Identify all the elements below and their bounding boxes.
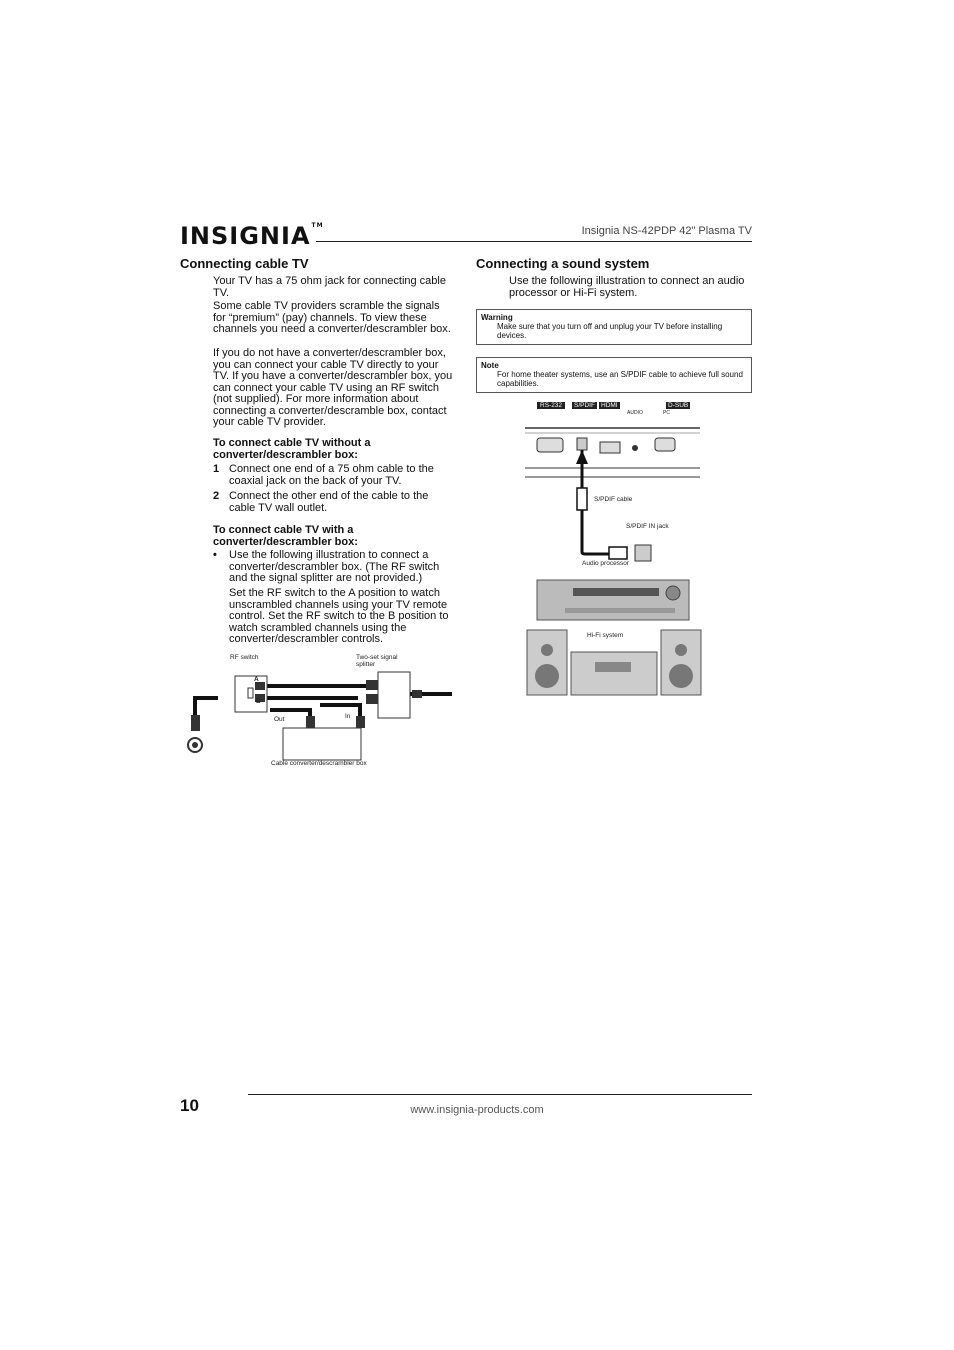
cable-p3: If you do not have a converter/descrambler box, you can connect your cable TV directly to your TV. If you have a converter/descrambler box, you can connect your cable TV using an RF switch (not supplied). For more information about connecting a converter/descramble box, contact your cable TV provider. (213, 347, 453, 428)
label-rf-switch: RF switch (230, 654, 259, 661)
label-splitter: Two-set signal splitter (356, 654, 398, 668)
sound-diagram-svg (525, 400, 705, 700)
port-rs232: RS-232 (537, 402, 565, 409)
label-hifi-system: Hi-Fi system (587, 632, 624, 639)
sound-intro: Use the following illustration to connect an audio processor or Hi-Fi system. (509, 275, 745, 299)
label-a: A (254, 676, 259, 683)
bullet-continuation: Set the RF switch to the A position to watch unscrambled channels using your TV remote control. Set the RF switch to the B position to watch scrambled channels using the converter/descrambler controls. (229, 587, 449, 645)
step-2: 2 Connect the other end of the cable to the cable TV wall outlet. (213, 490, 429, 514)
label-spdif-in-jack: S/PDIF IN jack (626, 523, 669, 530)
warning-box (476, 309, 752, 345)
cable-diagram-svg (180, 650, 460, 775)
cable-diagram (180, 650, 460, 775)
header-title: Insignia NS-42PDP 42" Plasma TV (581, 225, 752, 237)
sound-diagram (525, 400, 705, 700)
sound-system-heading: Connecting a sound system (476, 256, 650, 271)
label-spdif-cable: S/PDIF cable (594, 496, 633, 503)
label-audio: AUDIO (627, 410, 643, 416)
footer-rule (248, 1094, 752, 1095)
port-dsub: D-SUB (668, 402, 689, 409)
subheading-with-box: To connect cable TV with a converter/descrambler box: (213, 524, 358, 548)
footer-url[interactable]: www.insignia-products.com (410, 1104, 544, 1116)
subheading-without-box: To connect cable TV without a converter/descrambler box: (213, 437, 371, 461)
port-spdif: S/PDIF (574, 402, 595, 409)
bullet-item: • Use the following illustration to connect a converter/descrambler box. (The RF switch and the signal splitter are not provided.) (213, 549, 440, 584)
step-1: 1 Connect one end of a 75 ohm cable to the coaxial jack on the back of your TV. (213, 463, 434, 487)
header-rule (316, 241, 752, 242)
note-title: Note (481, 361, 499, 370)
label-in: In (345, 713, 351, 720)
label-pc: PC (663, 410, 670, 416)
cable-tv-heading: Connecting cable TV (180, 256, 309, 271)
note-body: For home theater systems, use an S/PDIF cable to achieve full sound capabilities. (497, 370, 743, 388)
label-audio-processor: Audio processor (582, 560, 629, 567)
label-converter-box: Cable converter/descrambler box (271, 760, 367, 767)
warning-body: Make sure that you turn off and unplug your TV before installing devices. (497, 322, 723, 340)
note-box (476, 357, 752, 393)
warning-title: Warning (481, 313, 513, 322)
cable-p1: Your TV has a 75 ohm jack for connecting cable TV. (213, 275, 446, 299)
label-out: Out (274, 716, 285, 723)
label-b: B (256, 698, 261, 705)
port-hdmi: HDMI (601, 402, 618, 409)
insignia-logo: INSIGNIA™ (180, 222, 324, 250)
page-number: 10 (180, 1096, 199, 1115)
cable-p2: Some cable TV providers scramble the signals for “premium” (pay) channels. To view these channels you need a converter/descrambler box. (213, 300, 451, 335)
